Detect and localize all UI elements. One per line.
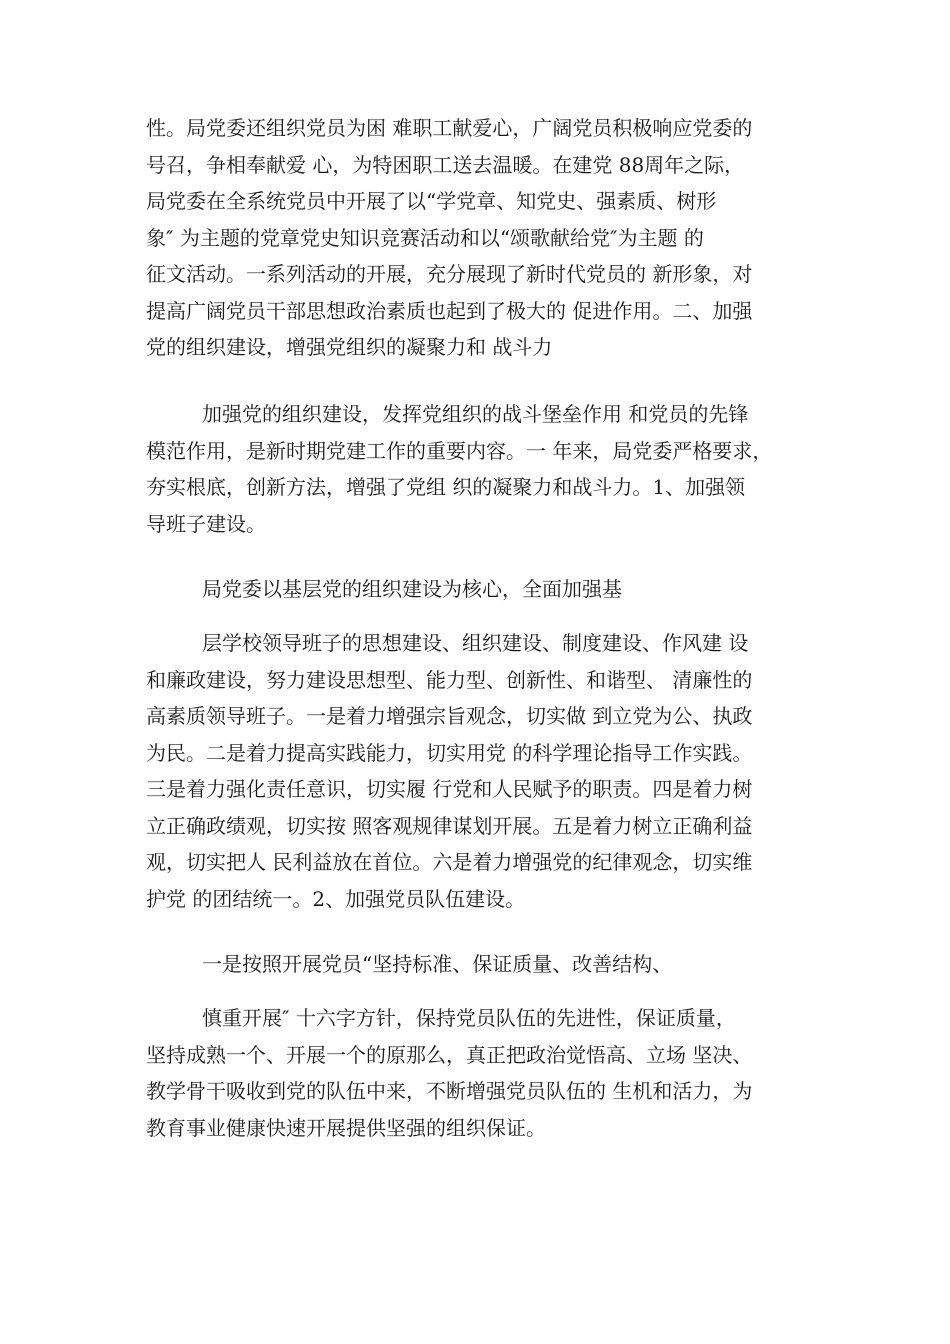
paragraph-line: 性。局党委还组织党员为困 难职工献爱心，广阔党员积极响应党委的 — [146, 116, 753, 140]
paragraph-line: 慎重开展″ 十六字方针，保持党员队伍的先进性，保证质量， — [202, 1006, 736, 1030]
paragraph-line: 象″ 为主题的党章党史知识竞赛活动和以“颂歌献给党″为主题 的 — [146, 225, 704, 250]
paragraph-line: 局党委在全系统党员中开展了以“学党章、知党史、强素质、树形 — [146, 189, 717, 213]
paragraph-line: 党的组织建设，增强党组织的凝聚力和 战斗力 — [146, 335, 553, 359]
paragraph-line: 加强党的组织建设，发挥党组织的战斗堡垒作用 和党员的先锋 — [202, 402, 749, 426]
paragraph-line: 坚持成熟一个、开展一个的原那么，真正把政治觉悟高、立场 坚决、 — [146, 1042, 753, 1067]
paragraph-3 — [146, 571, 826, 608]
paragraph-line: 护党 的团结统一。2、加强党员队伍建设。 — [146, 886, 526, 911]
paragraph-line: 立正确政绩观，切实按 照客观规律谋划开展。五是着力树立正确利益 — [146, 813, 753, 838]
paragraph-line: 高素质领导班子。一是着力增强宗旨观念，切实做 到立党为公、执政 — [146, 704, 753, 728]
paragraph-line: 提高广阔党员干部思想政治素质也起到了极大的 促进作用。二、加强 — [146, 298, 753, 323]
paragraph-line: 一是按照开展党员“坚持标准、保证质量、改善结构、 — [202, 952, 673, 976]
paragraph-line: 教育事业健康快速开展提供坚强的组织保证。 — [146, 1115, 546, 1140]
paragraph-4 — [146, 625, 826, 917]
paragraph-line: 夯实根底，创新方法，增强了党组 织的凝聚力和战斗力。1、加强领 — [146, 475, 746, 499]
paragraph-line: 观，切实把人 民利益放在首位。六是着力增强党的纪律观念，切实维 — [146, 850, 753, 874]
paragraph-5 — [146, 946, 826, 983]
paragraph-6 — [146, 1000, 826, 1146]
paragraph-line: 模范作用，是新时期党建工作的重要内容。一 年来，局党委严格要求， — [146, 438, 773, 463]
paragraph-line: 教学骨干吸收到党的队伍中来，不断增强党员队伍的 生机和活力，为 — [146, 1079, 753, 1103]
paragraph-2 — [146, 396, 826, 542]
paragraph-line: 层学校领导班子的思想建设、组织建设、制度建设、作风建 设 — [202, 631, 749, 655]
paragraph-line: 征文活动。一系列活动的开展，充分展现了新时代党员的 新形象，对 — [146, 262, 753, 286]
paragraph-line: 三是着力强化责任意识，切实履 行党和人民赋予的职责。四是着力树 — [146, 777, 753, 801]
paragraph-line: 为民。二是着力提高实践能力，切实用党 的科学理论指导工作实践。 — [146, 740, 753, 765]
paragraph-line: 和廉政建设，努力建设思想型、能力型、创新性、和谐型、 清廉性的 — [146, 667, 753, 692]
paragraph-line: 导班子建设。 — [146, 511, 266, 536]
paragraph-line: 号召，争相奉献爱 心，为特困职工送去温暖。在建党 88周年之际， — [146, 152, 745, 177]
paragraph-1 — [146, 110, 826, 366]
paragraph-line: 局党委以基层党的组织建设为核心，全面加强基 — [202, 577, 622, 601]
